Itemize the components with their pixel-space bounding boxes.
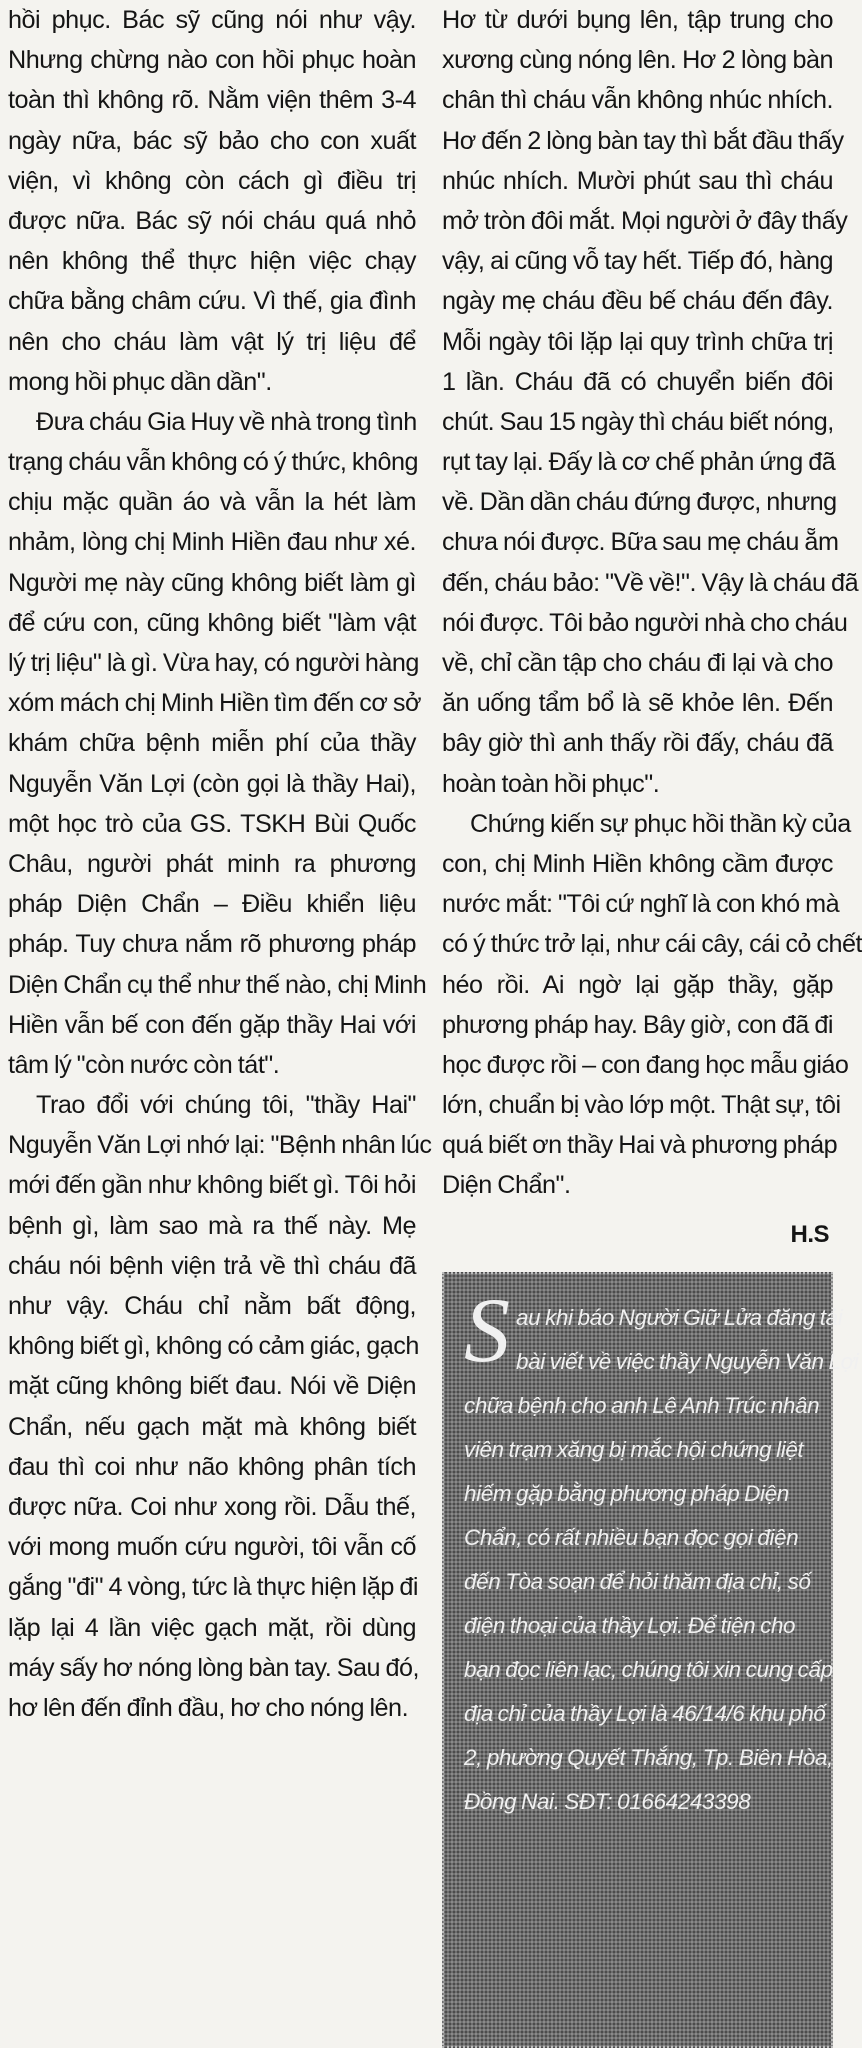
info-line: đến Tòa soạn để hỏi thăm địa chỉ, số (464, 1568, 811, 1594)
text-line: toàn thì không rõ. Nằm viện thêm 3-4 (8, 86, 416, 115)
text-line: được nữa. Coi như xong rồi. Dẫu thế, (8, 1492, 416, 1521)
info-line: viên trạm xăng bị mắc hội chứng liệt (464, 1436, 804, 1462)
text-line: Người mẹ này cũng không biết làm gì (8, 568, 416, 597)
text-line: ăn uống tẩm bổ là sẽ khỏe lên. Đến (442, 689, 833, 718)
text-line: nên cho cháu làm vật lý trị liệu để (8, 327, 416, 356)
text-line: chữa bằng châm cứu. Vì thế, gia đình (8, 287, 416, 316)
text-line: xương cùng nóng lên. Hơ 2 lòng bàn (442, 46, 833, 75)
text-line: chịu mặc quần áo và vẫn la hét làm (8, 488, 416, 517)
text-line: quá biết ơn thầy Hai và phương pháp (442, 1131, 838, 1160)
text-line: Chẩn, nếu gạch mặt mà không biết (8, 1412, 416, 1441)
text-line: với mong muốn cứu người, tôi vẫn cố (8, 1533, 416, 1562)
contact-info-box (442, 1272, 859, 2048)
text-line: không biết gì, không có cảm giác, gạch (8, 1332, 419, 1361)
text-line: pháp Diện Chẩn – Điều khiển liệu (8, 890, 416, 919)
text-line: 1 lần. Cháu đã có chuyển biến đôi (442, 367, 833, 396)
text-line: Chứng kiến sự phục hồi thần kỳ của (470, 809, 851, 838)
text-line: pháp. Tuy chưa nắm rõ phương pháp (8, 930, 416, 959)
text-line: máy sấy hơ nóng lòng bàn tay. Sau đó, (8, 1653, 420, 1682)
text-line: Nhưng chừng nào con hồi phục hoàn (8, 46, 416, 75)
text-line: Hơ từ dưới bụng lên, tập trung cho (442, 6, 833, 34)
text-line: như vậy. Cháu chỉ nằm bất động, (8, 1292, 416, 1320)
text-line: ngày nữa, bác sỹ bảo cho con xuất (8, 126, 416, 155)
text-line: hồi phục. Bác sỹ cũng nói như vậy. (8, 6, 416, 34)
text-line: con, chị Minh Hiền không cầm được (442, 849, 833, 878)
text-line: chưa nói được. Bữa sau mẹ cháu ẵm (442, 528, 839, 557)
text-line: hơ lên đến đỉnh đầu, hơ cho nóng lên. (8, 1693, 409, 1722)
text-line: cháu nói bệnh viện trả về thì cháu đã (8, 1251, 416, 1280)
text-line: một học trò của GS. TSKH Bùi Quốc (8, 809, 416, 838)
info-line: Đồng Nai. SĐT: 01664243398 (464, 1788, 751, 1814)
info-line: Chẩn, có rất nhiều bạn đọc gọi điện (464, 1524, 799, 1550)
text-line: Mỗi ngày tôi lặp lại quy trình chữa trị (442, 327, 833, 356)
left-column (8, 0, 432, 1728)
text-line: trạng cháu vẫn không có ý thức, không (8, 448, 419, 477)
text-line: nên không thể thực hiện việc chạy (8, 247, 416, 276)
text-line: chân thì cháu vẫn không nhúc nhích. (442, 86, 833, 115)
contact-info-text (464, 1296, 859, 1824)
text-line: nước mắt: "Tôi cứ nghĩ là con khó mà (442, 890, 840, 919)
info-line: hiếm gặp bằng phương pháp Diện (464, 1480, 789, 1506)
info-line: bạn đọc liên lạc, chúng tôi xin cung cấp (464, 1656, 833, 1682)
text-line: mở tròn đôi mắt. Mọi người ở đây thấy (442, 206, 848, 235)
text-line: về, chỉ cần tập cho cháu đi lại và cho (442, 649, 833, 677)
text-line: khám chữa bệnh miễn phí của thầy (8, 729, 416, 758)
info-line: 2, phường Quyết Thắng, Tp. Biên Hòa, (464, 1744, 833, 1770)
text-line: chút. Sau 15 ngày thì cháu biết nóng, (442, 407, 834, 436)
text-line: gắng "đi" 4 vòng, tức là thực hiện lặp đi (8, 1573, 418, 1602)
text-line: rụt tay lại. Đấy là cơ chế phản ứng đã (442, 448, 836, 477)
text-line: viện, vì không còn cách gì điều trị (8, 166, 416, 195)
text-line: Diện Chẩn cụ thể như thế nào, chị Minh (8, 970, 427, 999)
drop-cap: S (464, 1278, 510, 1381)
text-line: bệnh gì, làm sao mà ra thế này. Mẹ (8, 1211, 416, 1240)
text-line: Nguyễn Văn Lợi (còn gọi là thầy Hai), (8, 769, 416, 798)
text-line: nhảm, lòng chị Minh Hiền đau như xé. (8, 528, 416, 557)
text-line: mới đến gần như không biết gì. Tôi hỏi (8, 1171, 416, 1200)
info-line: au khi báo Người Giữ Lửa đăng tải (516, 1304, 843, 1330)
text-line: Trao đổi với chúng tôi, "thầy Hai" (36, 1091, 416, 1120)
text-line: xóm mách chị Minh Hiền tìm đến cơ sở (8, 689, 421, 718)
text-line: mặt cũng không biết đau. Nói về Diện (8, 1372, 416, 1401)
info-line: chữa bệnh cho anh Lê Anh Trúc nhân (464, 1392, 820, 1418)
text-line: tâm lý "còn nước còn tát". (8, 1050, 280, 1079)
info-line: bài viết về việc thầy Nguyễn Văn Lợi (516, 1348, 859, 1374)
text-line: vậy, ai cũng vỗ tay hết. Tiếp đó, hàng (442, 247, 833, 276)
info-line: điện thoại của thầy Lợi. Để tiện cho (464, 1612, 796, 1638)
text-line: Đưa cháu Gia Huy về nhà trong tình (36, 407, 417, 436)
text-line: đến, cháu bảo: "Về về!". Vậy là cháu đã (442, 568, 859, 597)
text-line: lớn, chuẩn bị vào lớp một. Thật sự, tôi (442, 1091, 841, 1120)
text-line: nói được. Tôi bảo người nhà cho cháu (442, 608, 848, 637)
info-line: địa chỉ của thầy Lợi là 46/14/6 khu phố (464, 1700, 826, 1726)
text-line: hoàn toàn hồi phục". (442, 769, 660, 798)
text-line: nhúc nhích. Mười phút sau thì cháu (442, 166, 833, 195)
text-line: học được rồi – con đang học mẫu giáo (442, 1050, 849, 1079)
author-byline: H.S (790, 1220, 829, 1248)
text-line: mong hồi phục dần dần". (8, 367, 272, 396)
text-line: về. Dần dần cháu đứng được, nhưng (442, 488, 837, 517)
text-line: phương pháp hay. Bây giờ, con đã đi (442, 1010, 833, 1039)
text-line: được nữa. Bác sỹ nói cháu quá nhỏ (8, 206, 416, 235)
right-column-text (442, 0, 862, 1206)
text-line: Châu, người phát minh ra phương (8, 849, 416, 878)
text-line: Diện Chẩn". (442, 1171, 571, 1200)
text-line: đau thì coi như não không phân tích (8, 1452, 416, 1481)
text-line: lặp lại 4 lần việc gạch mặt, rồi dùng (8, 1613, 416, 1642)
text-line: bây giờ thì anh thấy rồi đấy, cháu đã (442, 729, 833, 758)
text-line: Nguyễn Văn Lợi nhớ lại: "Bệnh nhân lúc (8, 1131, 432, 1160)
text-line: để cứu con, cũng không biết "làm vật (8, 608, 416, 637)
text-line: lý trị liệu" là gì. Vừa hay, có người hàng (8, 649, 419, 677)
text-line: Hiền vẫn bế con đến gặp thầy Hai với (8, 1010, 416, 1039)
text-line: có ý thức trở lại, như cái cây, cái cỏ chết (442, 930, 862, 959)
text-line: héo rồi. Ai ngờ lại gặp thầy, gặp (442, 970, 833, 999)
text-line: ngày mẹ cháu đều bế cháu đến đây. (442, 287, 833, 316)
right-column (442, 0, 862, 2048)
text-line: Hơ đến 2 lòng bàn tay thì bắt đầu thấy (442, 126, 844, 155)
